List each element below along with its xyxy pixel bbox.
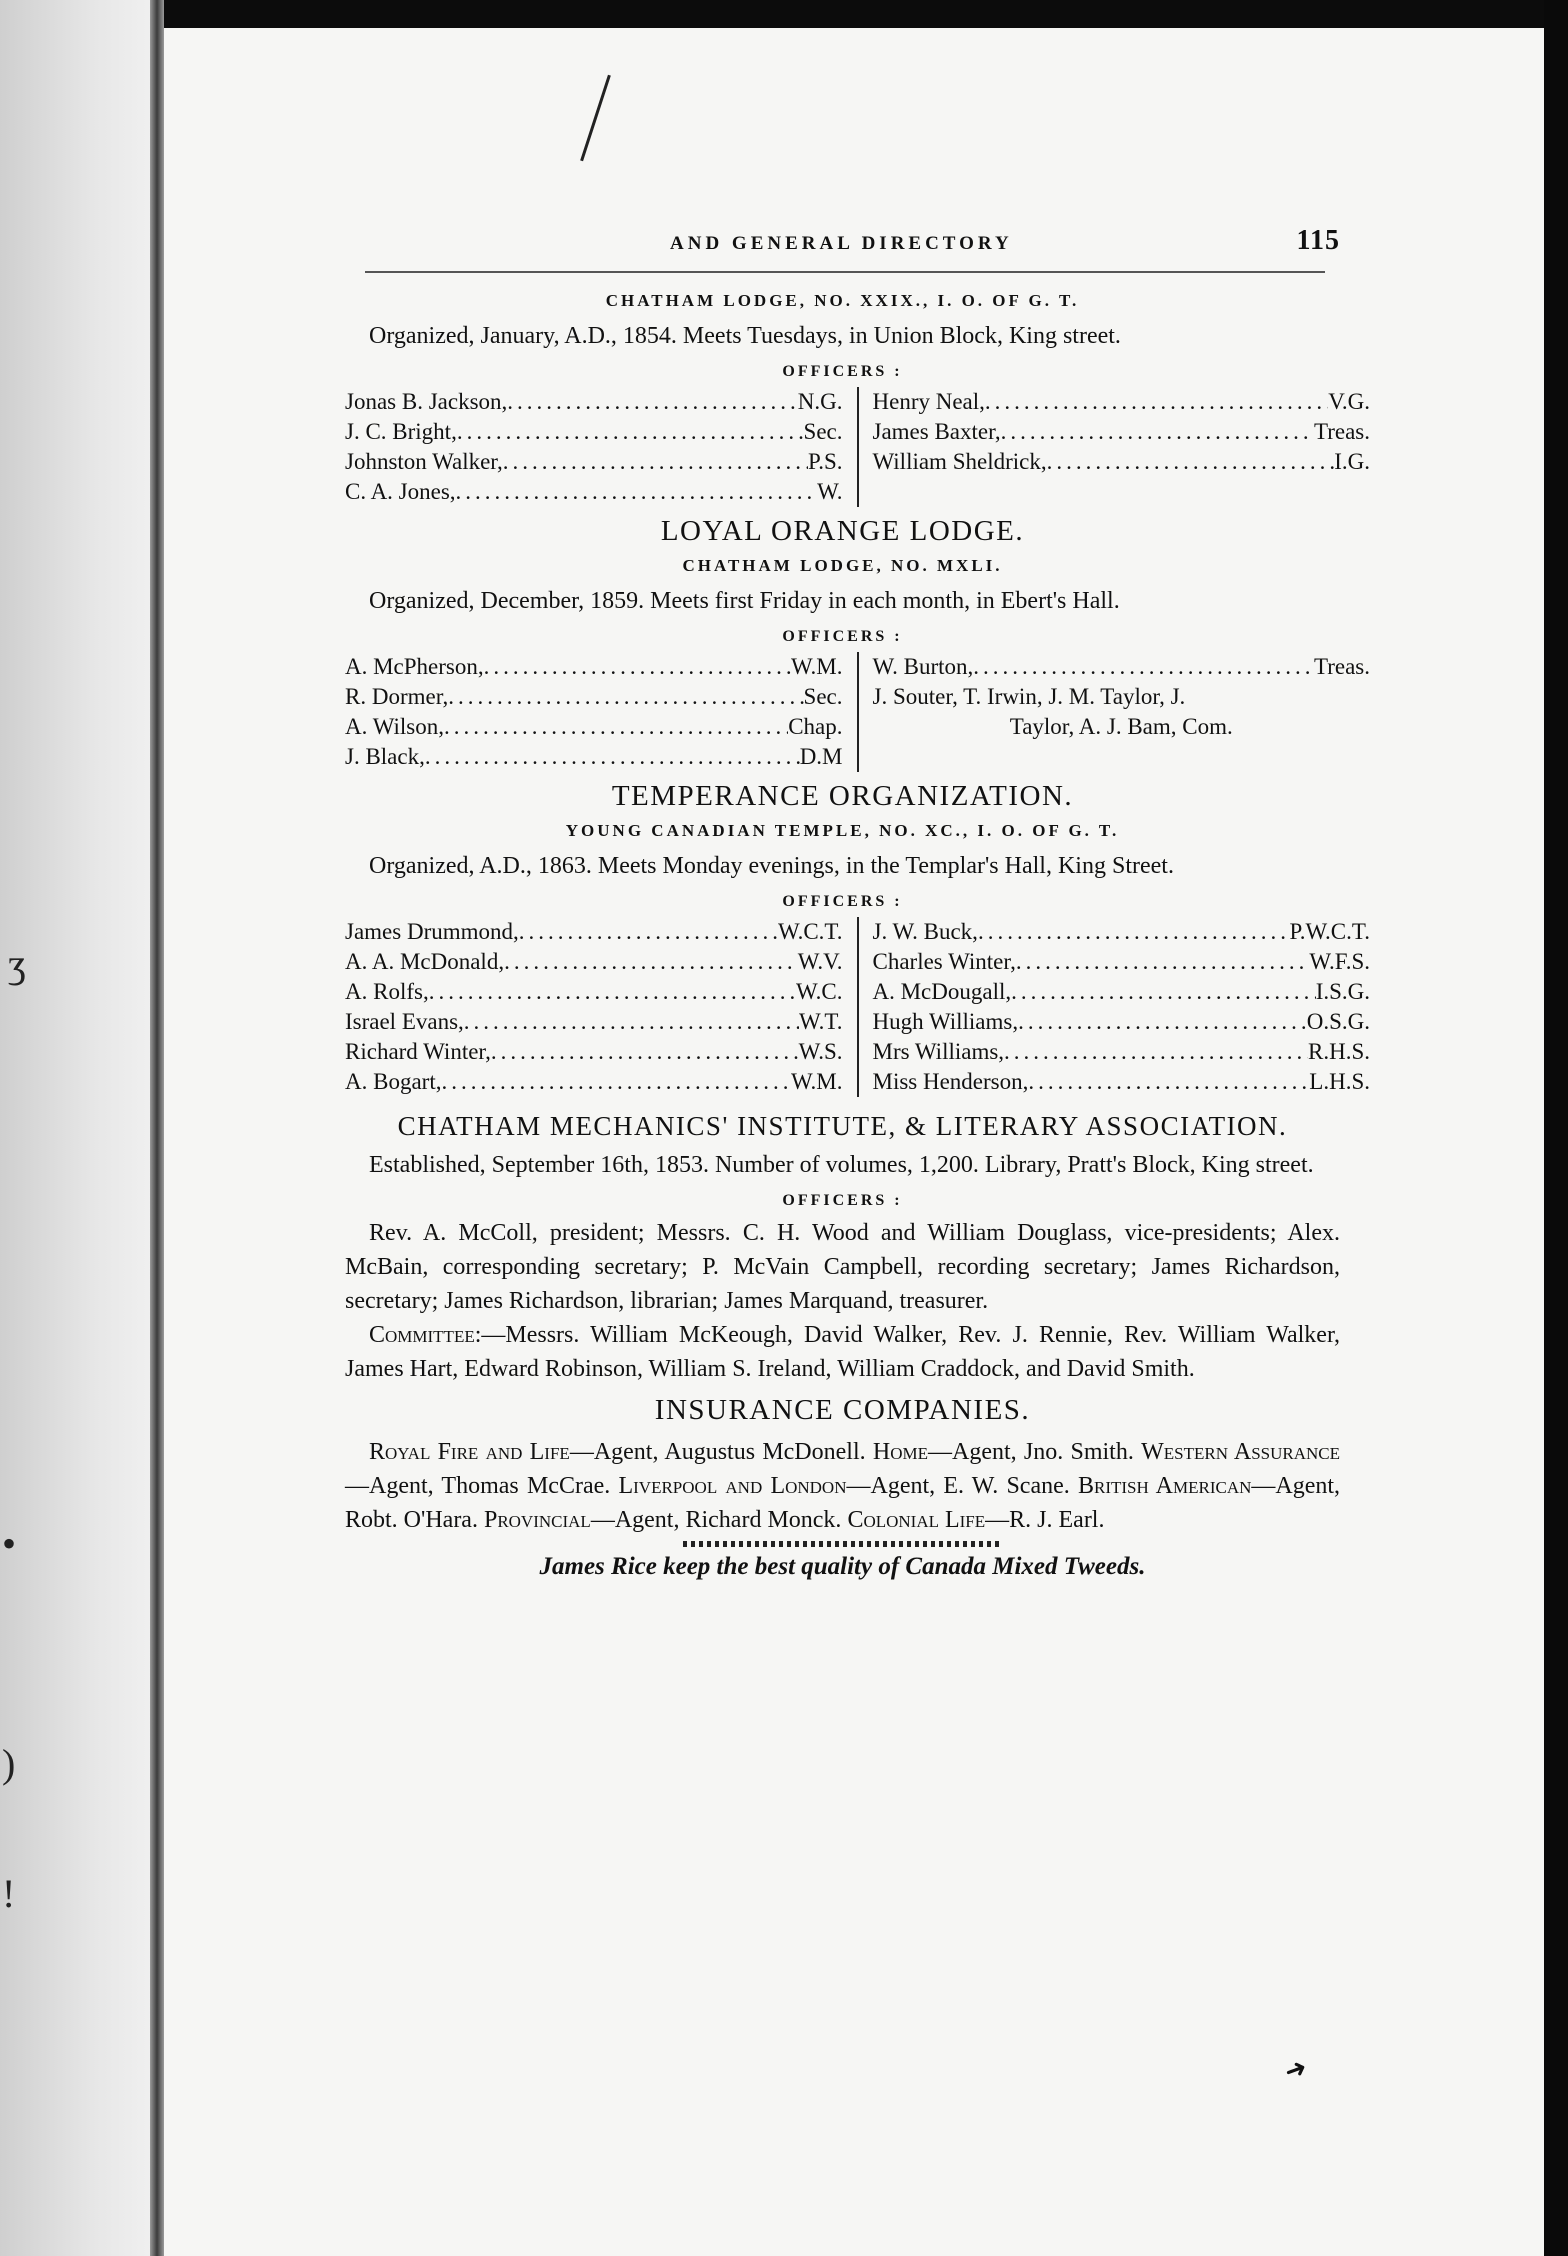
officers-left-column — [345, 917, 859, 1097]
officer-name: J. C. Bright, — [345, 419, 457, 444]
officer-row — [345, 387, 843, 417]
committee-text: :—Messrs. William McKeough, David Walker, Rev. J. Rennie, Rev. William Walker, James Hart, Edward Robinson, William S. Ireland, William Craddock, and David Smith. — [345, 1322, 1340, 1382]
officer-name: R. Dormer, — [345, 684, 449, 709]
organized-paragraph: Organized, January, A.D., 1854. Meets Tuesdays, in Union Block, King street. — [369, 323, 1121, 349]
officer-name: A. McPherson, — [345, 654, 484, 679]
officer-row — [873, 652, 1371, 682]
section-title: INSURANCE COMPANIES. — [654, 1394, 1031, 1426]
officer-name: James Drummond, — [345, 919, 519, 944]
officer-name: A. Bogart, — [345, 1069, 442, 1094]
officer-row — [873, 1037, 1371, 1067]
officer-title: Treas. — [1313, 654, 1370, 679]
officer-title: P.S. — [807, 449, 843, 474]
committee-paragraph — [345, 1318, 1340, 1386]
officer-title: Treas. — [1313, 419, 1370, 444]
officer-name: Johnston Walker, — [345, 449, 503, 474]
insurance-company: Home — [872, 1439, 928, 1465]
officer-row — [873, 1067, 1371, 1097]
organized-paragraph: Organized, A.D., 1863. Meets Monday evenings, in the Templar's Hall, King Street. — [369, 853, 1174, 879]
officers-label: OFFICERS : — [782, 893, 903, 910]
insurance-agent: —Agent, E. W. Scane. — [846, 1473, 1070, 1499]
officer-name: Henry Neal, — [872, 389, 985, 414]
officer-title: I.S.G. — [1315, 979, 1370, 1004]
officer-title: Sec. — [803, 684, 843, 709]
officer-title: I.G. — [1334, 449, 1370, 474]
officer-row — [873, 917, 1371, 947]
officer-row — [873, 387, 1371, 417]
officers-left-column — [345, 387, 859, 507]
officers-table — [345, 652, 1370, 772]
running-head-title: AND GENERAL DIRECTORY — [670, 233, 1013, 254]
officer-row — [873, 417, 1371, 447]
section-subtitle: CHATHAM LODGE, NO. XXIX., I. O. OF G. T. — [605, 291, 1080, 310]
officer-row — [873, 977, 1371, 1007]
officer-row — [345, 417, 843, 447]
officer-title: R.H.S. — [1308, 1039, 1370, 1064]
officer-name: C. A. Jones, — [345, 479, 456, 504]
officer-name: J. W. Buck, — [872, 919, 978, 944]
officers-right-column — [859, 917, 1371, 1097]
insurance-agent: —Agent, Richard Monck. — [590, 1507, 842, 1533]
officers-left-column — [345, 652, 859, 772]
officer-title: Sec. — [803, 419, 843, 444]
officer-title: W. — [817, 479, 843, 504]
insurance-company: British American — [1077, 1473, 1252, 1499]
section-title: TEMPERANCE ORGANIZATION. — [611, 780, 1074, 812]
officers-right-column — [859, 652, 1371, 772]
officer-title: W.S. — [798, 1039, 843, 1064]
running-head — [345, 225, 1340, 265]
section-subtitle: YOUNG CANADIAN TEMPLE, NO. XC., I. O. OF G. T. — [565, 821, 1120, 840]
officer-row — [345, 947, 843, 977]
officer-name: A. McDougall, — [872, 979, 1012, 1004]
insurance-agent: —R. J. Earl. — [985, 1507, 1105, 1533]
committee-list — [873, 682, 1371, 742]
officers-label: OFFICERS : — [782, 1192, 903, 1209]
officer-title: D.M — [799, 744, 843, 769]
officer-name: J. Black, — [345, 744, 425, 769]
officer-name: Israel Evans, — [345, 1009, 464, 1034]
officer-title: W.M. — [790, 654, 843, 679]
officer-row — [345, 447, 843, 477]
insurance-agent: —Agent, Thomas McCrae. — [345, 1473, 611, 1499]
officer-row — [345, 652, 843, 682]
insurance-company: Provincial — [483, 1507, 591, 1533]
officer-title: W.V. — [797, 949, 843, 974]
officer-name: A. A. McDonald, — [345, 949, 505, 974]
officer-row — [345, 742, 843, 772]
insurance-agent: —Agent, Jno. Smith. — [928, 1439, 1134, 1465]
pencil-mark — [580, 75, 611, 162]
officer-title: P.W.C.T. — [1289, 919, 1370, 944]
section-title: CHATHAM MECHANICS' INSTITUTE, & LITERARY ASSOCIATION. — [397, 1111, 1288, 1141]
officer-title: N.G. — [797, 389, 843, 414]
scan-edge — [1544, 0, 1568, 2256]
officer-name: Hugh Williams, — [872, 1009, 1019, 1034]
officer-title: Chap. — [788, 714, 843, 739]
officer-row — [345, 977, 843, 1007]
officer-name: Richard Winter, — [345, 1039, 491, 1064]
insurance-paragraph — [345, 1435, 1340, 1537]
officer-name: Miss Henderson, — [872, 1069, 1029, 1094]
officer-name: William Sheldrick, — [872, 449, 1047, 474]
officer-name: James Baxter, — [872, 419, 1001, 444]
officer-row — [345, 682, 843, 712]
officer-title: W.C. — [796, 979, 843, 1004]
officer-title: L.H.S. — [1309, 1069, 1370, 1094]
officer-row — [345, 917, 843, 947]
officer-row — [873, 1007, 1371, 1037]
book-gutter — [150, 0, 164, 2256]
advertisement-line: James Rice keep the best quality of Canada Mixed Tweeds. — [539, 1553, 1146, 1580]
insurance-company: Western Assurance — [1141, 1439, 1341, 1465]
officers-table — [345, 917, 1370, 1097]
officer-name: Jonas B. Jackson, — [345, 389, 508, 414]
facing-page-edge — [0, 0, 160, 2256]
officer-row — [345, 477, 843, 507]
officer-name: A. Wilson, — [345, 714, 444, 739]
officer-row — [345, 1037, 843, 1067]
insurance-company: Royal Fire and Life — [369, 1439, 570, 1465]
decorative-rule — [683, 1541, 1003, 1547]
committee-label: Committee — [369, 1322, 475, 1348]
officers-table — [345, 387, 1370, 507]
officer-title: O.S.G. — [1306, 1009, 1370, 1034]
page-content — [345, 225, 1370, 1581]
margin-mark: • — [2, 1521, 17, 1566]
officer-name: W. Burton, — [872, 654, 974, 679]
established-paragraph: Established, September 16th, 1853. Number of volumes, 1,200. Library, Pratt's Block, King street. — [369, 1152, 1314, 1178]
margin-mark: ʒ — [8, 941, 26, 986]
insurance-agent: —Agent, Robt. O'Hara. — [345, 1473, 1341, 1533]
officer-row — [345, 1007, 843, 1037]
officer-row — [345, 1067, 843, 1097]
insurance-company: Liverpool and London — [618, 1473, 847, 1499]
officer-row — [345, 712, 843, 742]
officer-name: A. Rolfs, — [345, 979, 429, 1004]
committee-line: Taylor, A. J. Bam, Com. — [1009, 714, 1233, 739]
officer-name: Charles Winter, — [872, 949, 1016, 974]
margin-mark: ) — [2, 1741, 16, 1786]
officers-paragraph: Rev. A. McColl, president; Messrs. C. H. Wood and William Douglass, vice-presidents; Alex. McBain, corresponding secretary; P. McVain Campbell, recording secretary; James Richardson, secretary; James Richardson, librarian; James Marquand, treasurer. — [345, 1220, 1340, 1314]
insurance-company: Colonial Life — [847, 1507, 986, 1533]
officer-title: W.M. — [790, 1069, 843, 1094]
insurance-agent: —Agent, Augustus McDonell. — [569, 1439, 866, 1465]
section-subtitle: CHATHAM LODGE, NO. MXLI. — [682, 556, 1003, 575]
officers-label: OFFICERS : — [782, 628, 903, 645]
officer-row — [873, 447, 1371, 477]
head-rule — [365, 271, 1325, 273]
officer-title: W.C.T. — [777, 919, 843, 944]
page-number: 115 — [1296, 225, 1340, 256]
officer-row — [873, 947, 1371, 977]
corner-mark: ➜ — [1280, 2052, 1311, 2087]
officers-right-column — [859, 387, 1371, 507]
committee-line: J. Souter, T. Irwin, J. M. Taylor, J. — [872, 684, 1186, 709]
officers-label: OFFICERS : — [782, 363, 903, 380]
organized-paragraph: Organized, December, 1859. Meets first Friday in each month, in Ebert's Hall. — [369, 588, 1120, 614]
section-title: LOYAL ORANGE LODGE. — [660, 515, 1025, 547]
officer-title: V.G. — [1328, 389, 1370, 414]
officer-title: W.F.S. — [1309, 949, 1370, 974]
officer-name: Mrs Williams, — [872, 1039, 1005, 1064]
margin-mark: ! — [2, 1871, 16, 1916]
officer-title: W.T. — [799, 1009, 843, 1034]
